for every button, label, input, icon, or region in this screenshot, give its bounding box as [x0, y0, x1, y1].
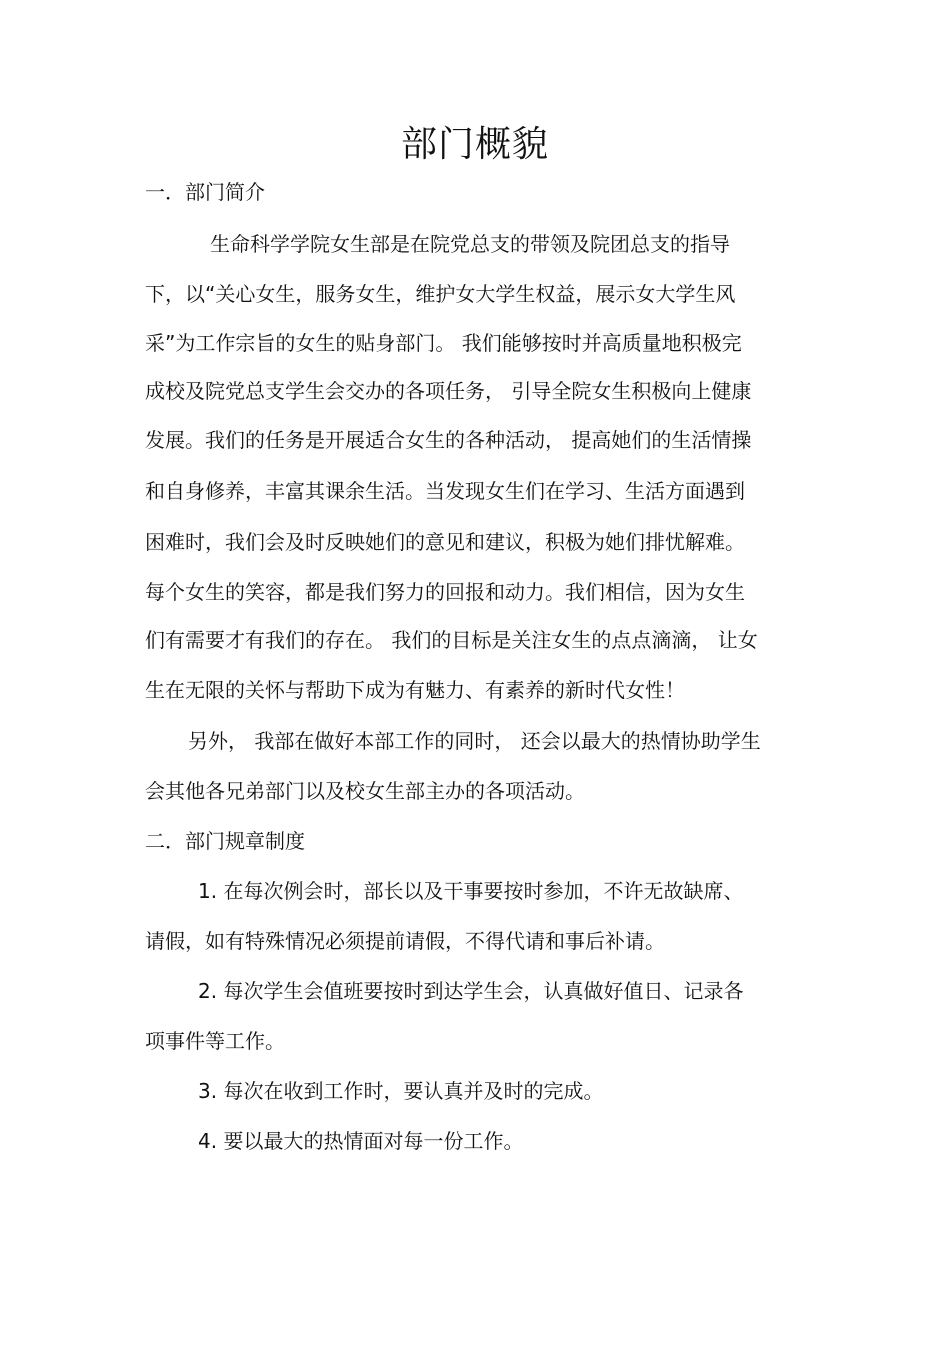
- rule-1-line-2: 请假，如有特殊情况必须提前请假，不得代请和事后补请。: [145, 929, 665, 953]
- intro-line-7: 困难时，我们会及时反映她们的意见和建议，积极为她们排忧解难。: [145, 530, 745, 554]
- intro-line-2: 下，以“关心女生，服务女生，维护女大学生权益，展示女大学生风: [145, 282, 736, 306]
- section-heading-rules: 二．部门规章制度: [145, 829, 305, 853]
- intro-line-6: 和自身修养，丰富其课余生活。当发现女生们在学习、生活方面遇到: [145, 479, 745, 503]
- rule-4-line-1: 4. 要以最大的热情面对每一份工作。: [198, 1129, 524, 1153]
- rule-2-line-2: 项事件等工作。: [145, 1029, 285, 1053]
- intro-line-3: 采”为工作宗旨的女生的贴身部门。 我们能够按时并高质量地积极完: [145, 331, 742, 355]
- intro-line-4: 成校及院党总支学生会交办的各项任务， 引导全院女生积极向上健康: [145, 379, 752, 403]
- page-title: 部门概貌: [400, 124, 549, 165]
- intro-line-9: 们有需要才有我们的存在。 我们的目标是关注女生的点点滴滴， 让女: [145, 628, 758, 652]
- intro-line-1: 生命科学学院女生部是在院党总支的带领及院团总支的指导: [210, 232, 730, 256]
- rule-2-line-1: 2. 每次学生会值班要按时到达学生会，认真做好值日、记录各: [198, 979, 744, 1003]
- rule-3-line-1: 3. 每次在收到工作时，要认真并及时的完成。: [198, 1079, 604, 1103]
- intro-line-8: 每个女生的笑容，都是我们努力的回报和动力。我们相信，因为女生: [145, 580, 745, 604]
- intro-line-5: 发展。我们的任务是开展适合女生的各种活动， 提高她们的生活情操: [145, 428, 752, 452]
- extra-line-2: 会其他各兄弟部门以及校女生部主办的各项活动。: [145, 779, 585, 803]
- section-heading-intro: 一．部门简介: [145, 180, 265, 204]
- intro-line-10: 生在无限的关怀与帮助下成为有魅力、有素养的新时代女性！: [145, 678, 685, 702]
- rule-1-line-1: 1. 在每次例会时，部长以及干事要按时参加，不许无故缺席、: [198, 879, 744, 903]
- extra-line-1: 另外， 我部在做好本部工作的同时， 还会以最大的热情协助学生: [188, 729, 761, 753]
